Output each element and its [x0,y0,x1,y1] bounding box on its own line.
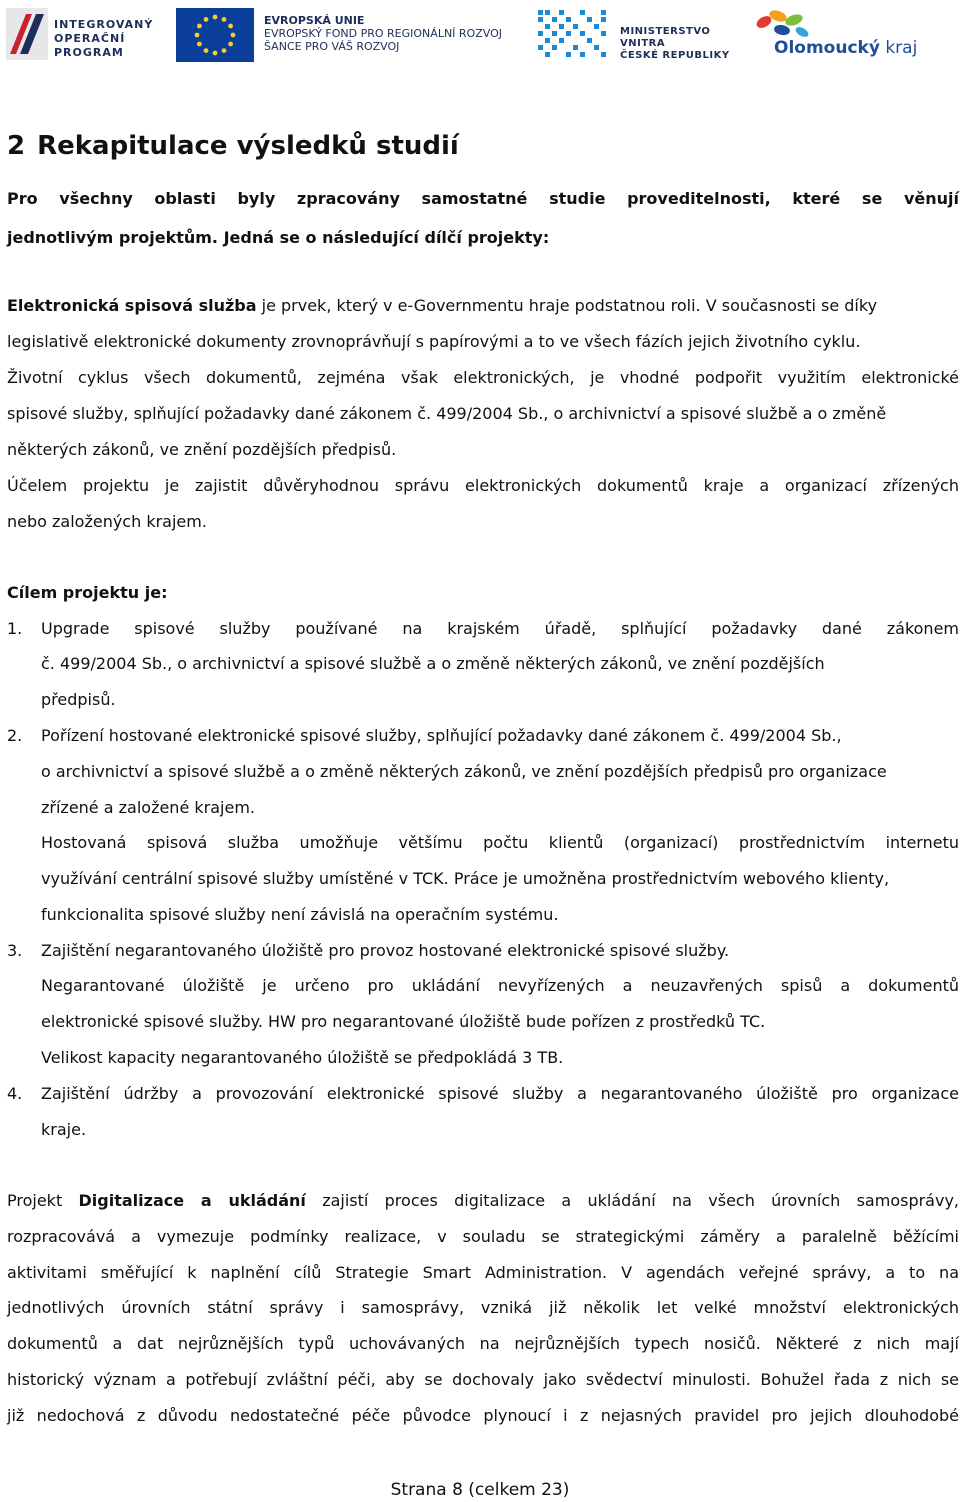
p1-line-1 [7,294,959,318]
p1-line-4: spisové služby, splňující požadavky dané zákonem č. 499/2004 Sb., o archivnictví a spisové službě a o změně [7,404,887,423]
goal-3-line-2: Negarantované úložiště je určeno pro ukládání nevyřízených a neuzavřených spisů a dokumentů [41,976,959,995]
intro-line-1: Pro všechny oblasti byly zpracovány samostatné studie proveditelnosti, které se věnují [7,189,959,208]
section-number: 2 [7,131,26,161]
section-heading [7,128,459,164]
intro-line-2: jednotlivým projektům. Jedná se o následující dílčí projekty: [7,228,550,247]
goal-3-number: 3. [7,941,23,960]
olk-kraj: kraj [879,38,918,58]
goal-1-line-1: Upgrade spisové služby používané na krajském úřadě, splňující požadavky dané zákonem [41,619,959,638]
p2-line-3: aktivitami směřující k naplnění cílů Strategie Smart Administration. V agendách veřejné správy, a to na [7,1263,959,1282]
goal-4-number: 4. [7,1084,23,1103]
p2-line-4: jednotlivých úrovních státní správy i samosprávy, vzniká již několik let velké množství elektronických [7,1298,959,1317]
eu-line-3: ŠANCE PRO VÁŠ ROZVOJ [264,40,400,53]
eu-logo [176,8,506,64]
goal-1-line-2: č. 499/2004 Sb., o archivnictví a spisové službě a o změně některých zákonů, ve znění pozdějších [41,654,825,673]
eu-line-1: EVROPSKÁ UNIE [264,14,365,27]
olomoucky-kraj-logo [752,8,918,62]
olk-name: Olomoucký [774,38,880,58]
mvcr-line-1: MINISTERSTVO VNITRA [620,26,711,49]
p2-line-2: rozpracovává a vymezuje podmínky realizace, v souladu se strategickými záměry a paralelně běžícími [7,1227,959,1246]
goal-1-line-3: předpisů. [41,690,116,709]
p1-line-1-rest: je prvek, který v e-Governmentu hraje podstatnou roli. V současnosti se díky [256,296,878,315]
iop-logo [6,8,154,60]
iop-logo-icon [6,8,48,60]
goal-2-line-2: o archivnictví a spisové službě a o změně některých zákonů, ve znění pozdějších předpisů pro organizace [41,762,887,781]
goal-2-line-5: využívání centrální spisové služby umístěné v TCK. Práce je umožněna prostřednictvím webového klienty, [41,869,890,888]
p2-line-6: historický význam a potřebují zvláštní péči, aby se dochovaly jako svědectví minulosti. Bohužel řada z nich se [7,1370,959,1389]
goal-1-number: 1. [7,619,23,638]
p2-line-1 [7,1189,959,1213]
p2-line-7: již nedochová z důvodu nedostatečné péče původce plynoucí i z nejasných pravidel pro jejich dlouhodobé [7,1406,959,1425]
goal-3-line-3: elektronické spisové služby. HW pro negarantované úložiště bude pořízen z prostředků TC. [41,1012,766,1031]
mvcr-dots-icon [536,6,610,62]
p2-bold: Digitalizace a ukládání [78,1191,306,1210]
p1-line-2: legislativě elektronické dokumenty zrovnoprávňují s papírovými a to ve všech fázích jejich životního cyklu. [7,332,861,351]
goal-3-line-4: Velikost kapacity negarantovaného úložiště se předpokládá 3 TB. [41,1048,564,1067]
goal-2-line-1: Pořízení hostované elektronické spisové služby, splňující požadavky dané zákonem č. 499/2004 Sb., [41,726,842,745]
mvcr-logo [536,6,746,62]
eu-line-2: EVROPSKÝ FOND PRO REGIONÁLNÍ ROZVOJ [264,27,502,40]
p1-line-6: Účelem projektu je zajistit důvěryhodnou správu elektronických dokumentů kraje a organizací zřízených [7,476,959,495]
header-logos [0,0,960,70]
goals-title: Cílem projektu je: [7,583,168,602]
mvcr-line-2: ČESKÉ REPUBLIKY [620,50,730,61]
goal-4-line-1: Zajištění údržby a provozování elektronické spisové služby a negarantovaného úložiště pro organizace [41,1084,959,1103]
goal-3-line-1: Zajištění negarantovaného úložiště pro provoz hostované elektronické spisové služby. [41,941,730,960]
eu-flag-icon [176,8,254,62]
page-footer: Strana 8 (celkem 23) [390,1480,570,1500]
p1-line-3: Životní cyklus všech dokumentů, zejména však elektronických, je vhodné podpořit využitím elektronické [7,368,959,387]
goal-2-number: 2. [7,726,23,745]
goal-2-line-6: funkcionalita spisové služby není závislá na operačním systému. [41,905,559,924]
p1-line-7: nebo založených krajem. [7,512,207,531]
goal-4-line-2: kraje. [41,1120,87,1139]
goal-2-line-3: zřízené a založené krajem. [41,798,255,817]
p1-line-5: některých zákonů, ve znění pozdějších předpisů. [7,440,397,459]
iop-line-2: OPERAČNÍ [54,32,126,45]
p2-pre: Projekt [7,1191,79,1210]
iop-line-1: INTEGROVANÝ [54,18,154,31]
goal-2-line-4: Hostovaná spisová služba umožňuje většímu počtu klientů (organizací) prostřednictvím internetu [41,833,959,852]
iop-line-3: PROGRAM [54,46,124,59]
p1-bold: Elektronická spisová služba [7,296,257,315]
p2-line-5: dokumentů a dat nejrůznějších typů uchovávaných na nejrůznějších typech nosičů. Některé z nich mají [7,1334,959,1353]
p2-line-1-rest: zajistí proces digitalizace a ukládání na všech úrovních samosprávy, [305,1191,960,1210]
section-title: Rekapitulace výsledků studií [37,131,459,161]
